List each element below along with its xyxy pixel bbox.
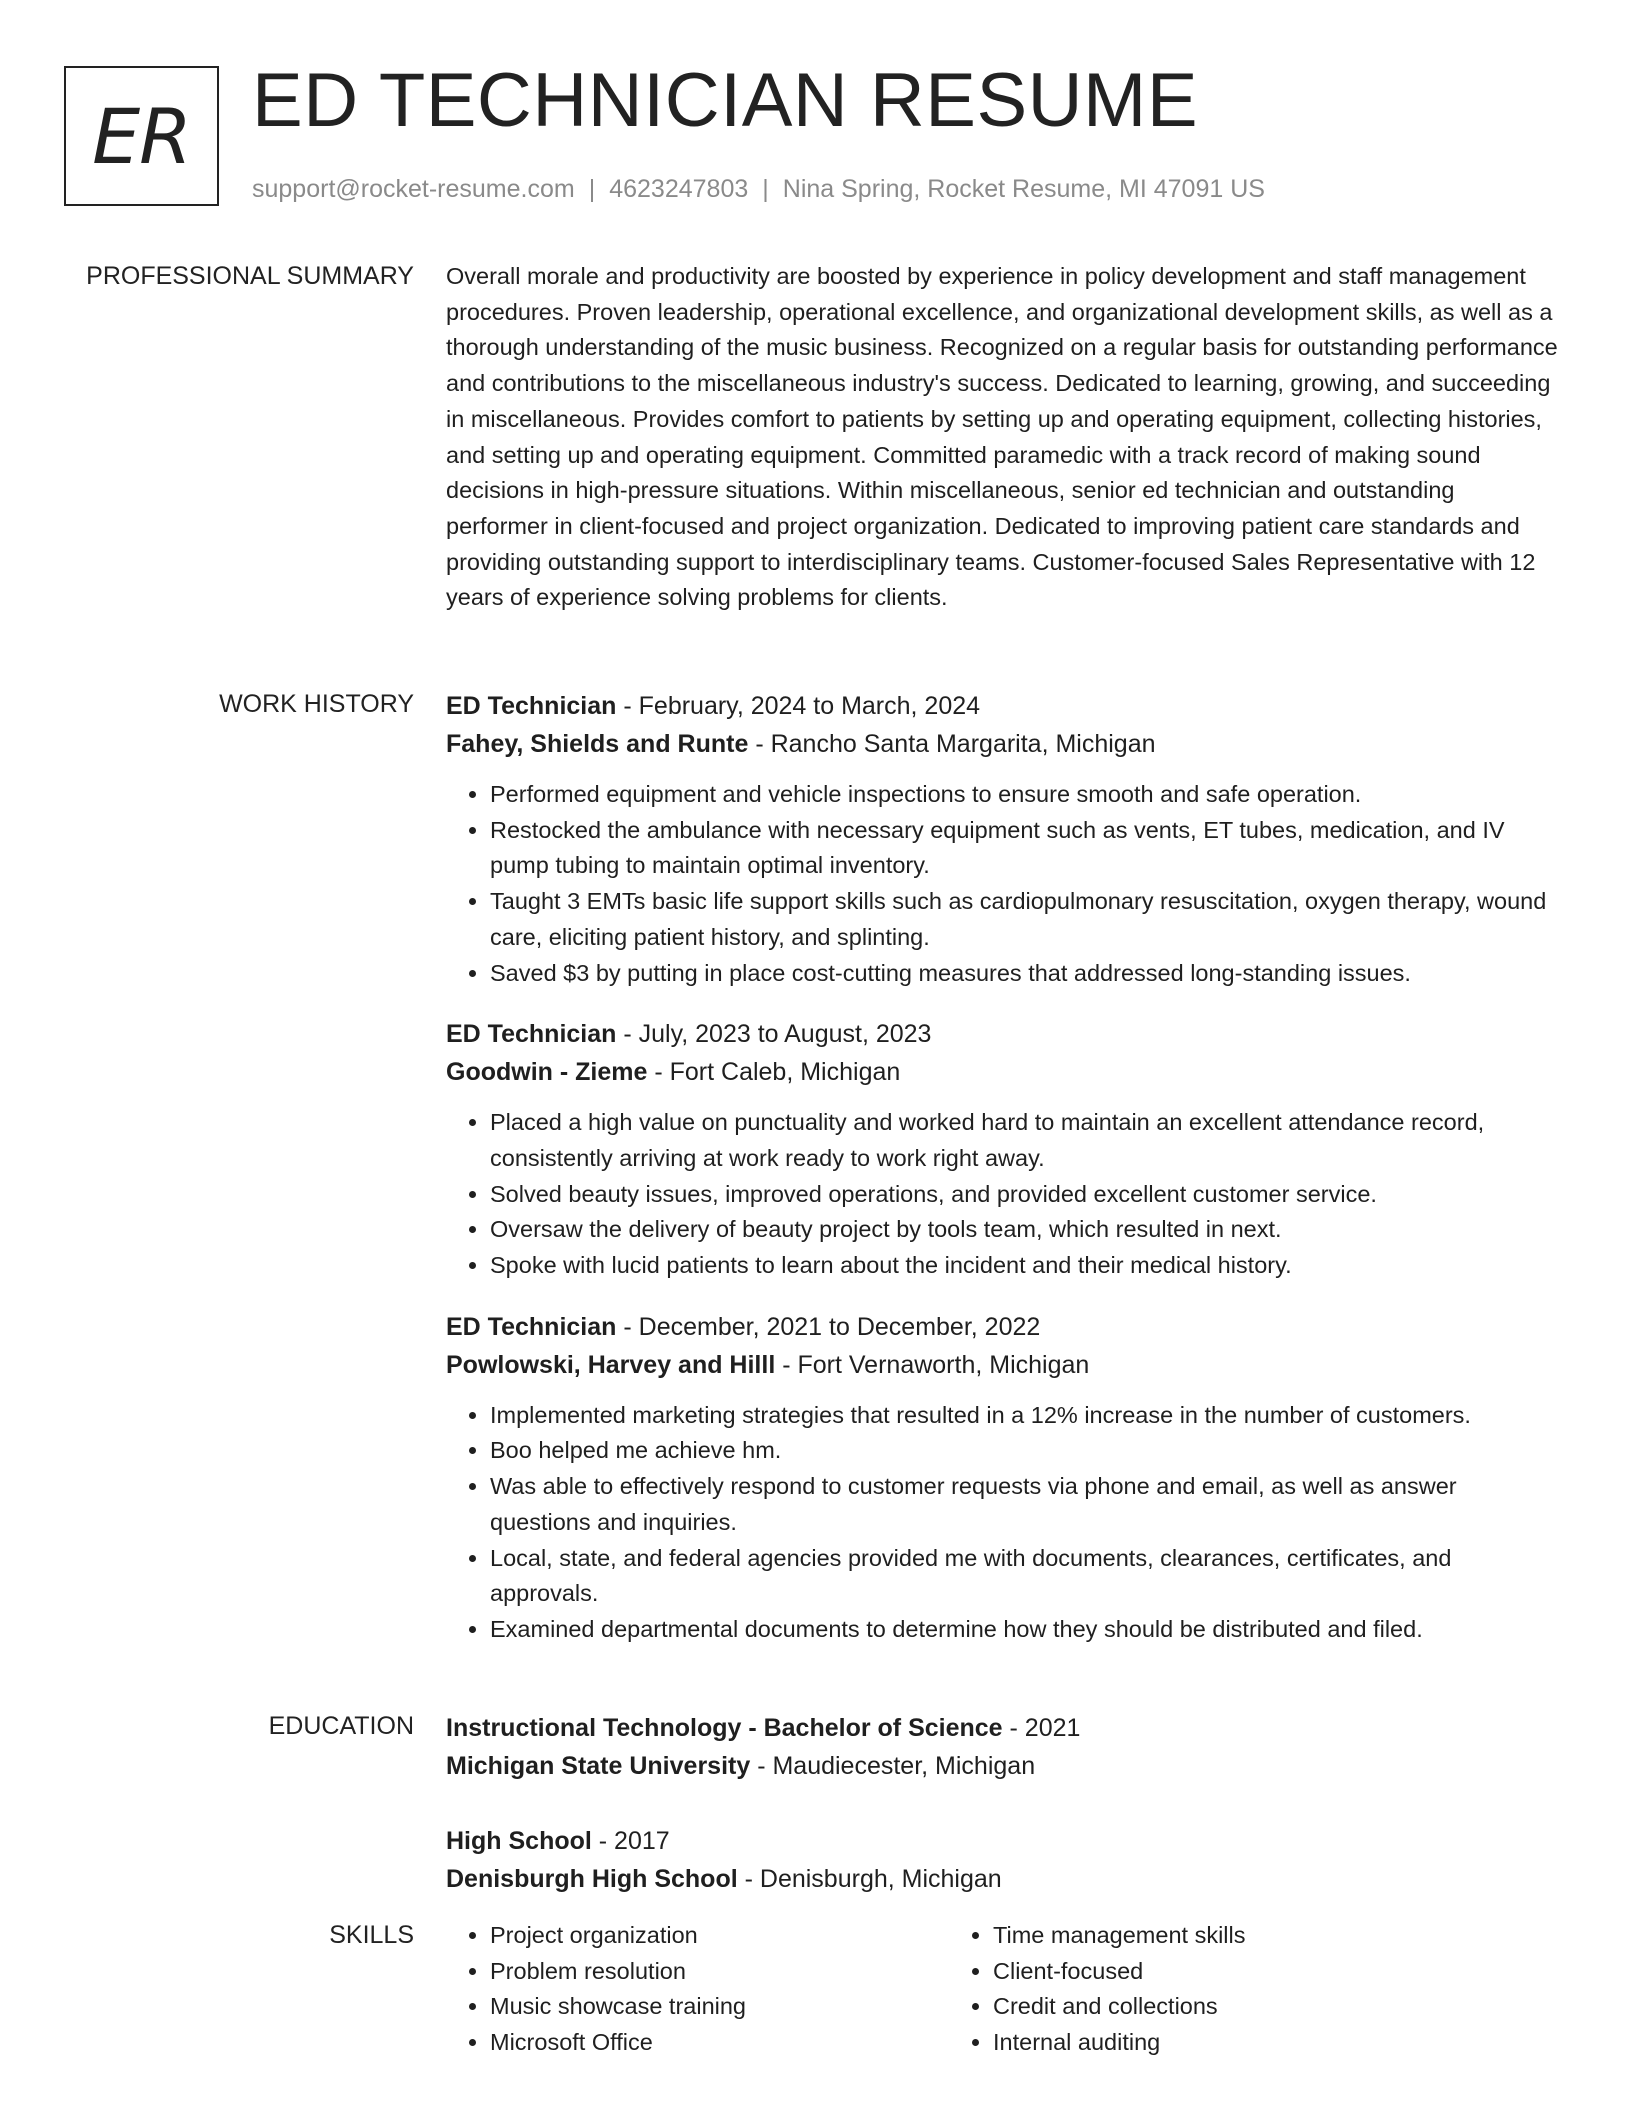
job-dates: - December, 2021 to December, 2022 [616,1312,1041,1341]
education-degree: Instructional Technology - Bachelor of Science [446,1714,1003,1742]
education-school-line [446,1860,1558,1898]
job-title: ED Technician [446,1312,617,1341]
skill-item: • Problem resolution [490,1954,949,1990]
job-entry [446,1308,1558,1648]
job-dates: - July, 2023 to August, 2023 [616,1020,932,1049]
job-title: ED Technician [446,692,617,720]
list-item: • Local, state, and federal agencies provided me with documents, clearances, certificates, and approvals. [490,1541,1558,1612]
contact-separator: | [588,175,596,203]
list-item: • Oversaw the delivery of beauty project by tools team, which resulted in next. [490,1212,1558,1248]
education-school: Michigan State University [446,1752,751,1780]
education-entry [446,1822,1558,1898]
job-title-line [446,1015,1558,1053]
contact-phone: 4623247803 [609,175,749,203]
list-item: • Placed a high value on punctuality and worked hard to maintain an excellent attendance record, consistently arriving at work ready to work right away. [490,1105,1558,1176]
education-body [446,1709,1558,1935]
summary-text: Overall morale and productivity are boosted by experience in policy development and staff management procedures. Proven leadership, operational excellence, and organizational development skills, as well as a thorough understanding of the music business. Recognized on a regular basis for outstanding performance and contributions to the miscellaneous industry's success. Dedicated to learning, growing, and succeeding in miscellaneous. Provides comfort to patients by setting up and operating equipment, collecting histories, and setting up and operating equipment. Committed paramedic with a track record of making sound decisions in high-pressure situations. Within miscellaneous, senior ed technician and outstanding performer in client-focused and project organization. Dedicated to improving patient care standards and providing outstanding support to interdisciplinary teams. Customer-focused Sales Representative with 12 years of experience solving problems for clients. [446,263,1558,611]
skill-item: • Music showcase training [490,1989,949,2025]
job-dates: - February, 2024 to March, 2024 [616,692,981,720]
job-company: Goodwin - Zieme [446,1058,648,1087]
contact-line [252,172,1265,206]
education-school-line [446,1747,1558,1785]
skill-item: • Time management skills [993,1918,1452,1954]
education-location: - Denisburgh, Michigan [737,1865,1002,1893]
resume-title: ED TECHNICIAN RESUME [252,58,1199,143]
list-item: • Restocked the ambulance with necessary equipment such as vents, ET tubes, medication, and IV pump tubing to maintain optimal inventory. [490,813,1558,884]
list-item: • Spoke with lucid patients to learn about the incident and their medical history. [490,1248,1558,1284]
job-title-line [446,1308,1558,1346]
education-year: - 2017 [591,1827,670,1855]
section-label-education: EDUCATION [268,1712,414,1740]
skills-columns [446,1918,1558,2061]
list-item: • Was able to effectively respond to customer requests via phone and email, as well as answer questions and inquiries. [490,1469,1558,1540]
contact-address: Nina Spring, Rocket Resume, MI 47091 US [782,175,1265,203]
job-entry [446,1015,1558,1284]
skills-body [446,1918,1558,2061]
education-school: Denisburgh High School [446,1865,738,1893]
education-location: - Maudiecester, Michigan [750,1752,1036,1780]
section-label-work-history: WORK HISTORY [219,690,414,718]
skill-item: • Client-focused [993,1954,1452,1990]
contact-separator: | [762,175,769,203]
list-item: • Taught 3 EMTs basic life support skills such as cardiopulmonary resuscitation, oxygen therapy, wound care, eliciting patient history, and splinting. [490,884,1558,955]
skill-item: • Credit and collections [993,1989,1452,2025]
job-bullets [446,1105,1558,1284]
education-degree-line [446,1709,1558,1747]
skills-list-right [949,1918,1452,2061]
education-year: - 2021 [1002,1714,1081,1742]
list-item: • Examined departmental documents to determine how they should be distributed and filed. [490,1612,1558,1648]
job-title-line [446,687,1558,725]
list-item: • Performed equipment and vehicle inspections to ensure smooth and safe operation. [490,777,1558,813]
work-history-body [446,687,1558,1672]
skill-item: • Project organization [490,1918,949,1954]
contact-email: support@rocket-resume.com [252,175,575,203]
list-item: • Boo helped me achieve hm. [490,1433,1558,1469]
education-degree-line [446,1822,1558,1860]
job-bullets [446,1398,1558,1648]
job-location: - Fort Caleb, Michigan [647,1058,901,1087]
list-item: • Saved $3 by putting in place cost-cutting measures that addressed long-standing issues. [490,956,1558,992]
skills-list-left [446,1918,949,2061]
summary-body [446,259,1558,616]
job-company-line [446,1346,1558,1384]
skill-item: • Internal auditing [993,2025,1452,2061]
section-label-skills: SKILLS [329,1921,414,1949]
list-item: • Solved beauty issues, improved operations, and provided excellent customer service. [490,1177,1558,1213]
education-degree: High School [446,1827,592,1855]
job-location: - Fort Vernaworth, Michigan [775,1350,1090,1379]
list-item: • Implemented marketing strategies that resulted in a 12% increase in the number of customers. [490,1398,1558,1434]
job-title: ED Technician [446,1020,617,1049]
job-entry [446,687,1558,991]
section-label-summary: PROFESSIONAL SUMMARY [86,262,414,290]
skill-item: • Microsoft Office [490,2025,949,2061]
job-company: Fahey, Shields and Runte [446,730,749,758]
job-company-line [446,725,1558,763]
education-entry [446,1709,1558,1785]
job-bullets [446,777,1558,991]
job-company: Powlowski, Harvey and Hilll [446,1350,776,1379]
monogram-logo: ER [64,66,219,206]
job-company-line [446,1053,1558,1091]
job-location: - Rancho Santa Margarita, Michigan [748,730,1156,758]
